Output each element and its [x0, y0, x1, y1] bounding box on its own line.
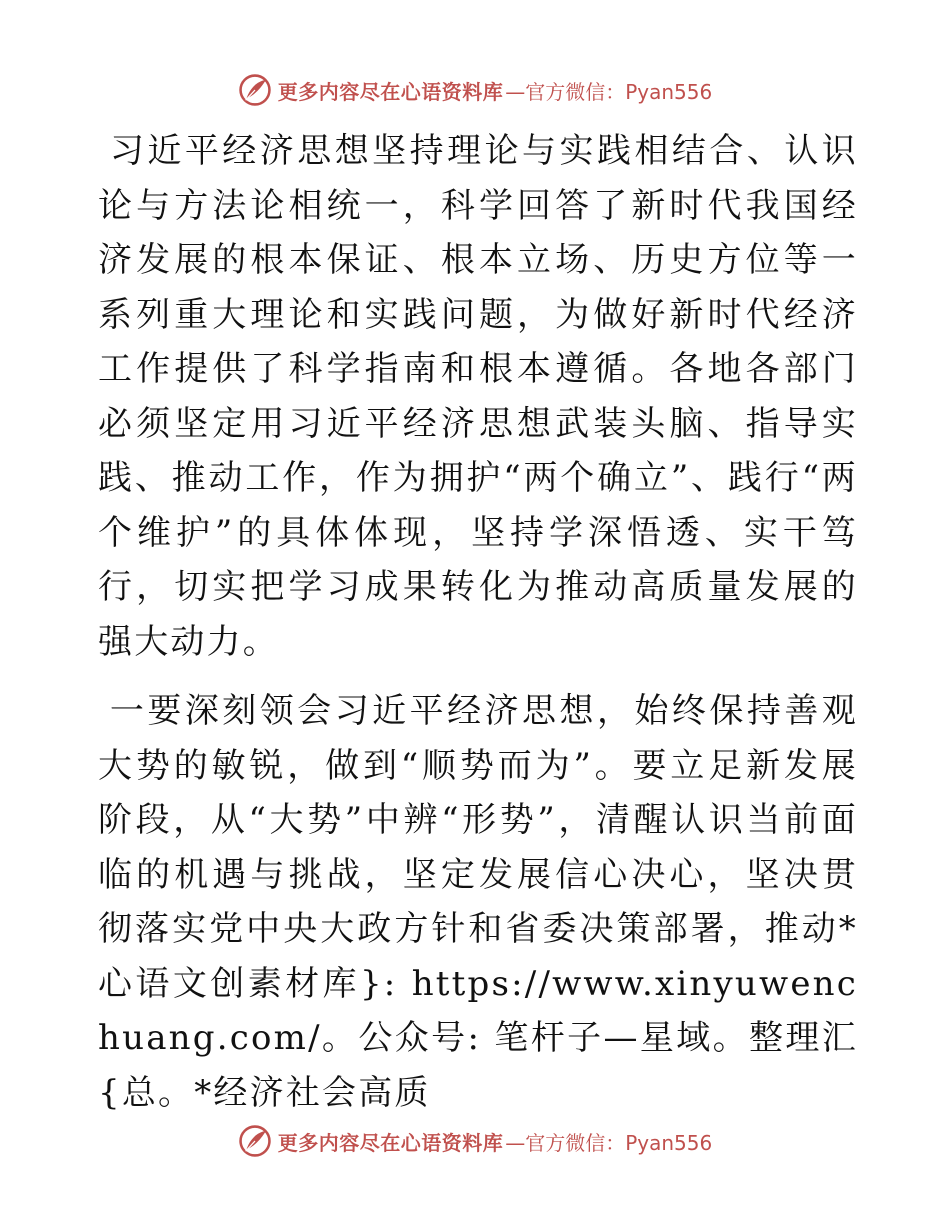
header-watermark — [0, 70, 950, 110]
document-body — [98, 124, 858, 1135]
feather-logo-icon — [238, 1124, 272, 1158]
paragraph-2: 一要深刻领会习近平经济思想，始终保持善观大势的敏锐，做到“顺势而为”。要立足新发展阶段，从“大势”中辨“形势”，清醒认识当前面临的机遇与挑战，坚定发展信心决心，坚决贯彻落实党中央大政方针和省委决策部署，推动*心语文创素材库}: https://www.xinyuwenchuang.com/。公众号: 笔杆子—星域。整理汇{总。*经济社会高质 — [98, 691, 858, 1113]
feather-logo-icon — [238, 73, 272, 107]
paragraph-1: 习近平经济思想坚持理论与实践相结合、认识论与方法论相统一，科学回答了新时代我国经济发展的根本保证、根本立场、历史方位等一系列重大理论和实践问题，为做好新时代经济工作提供了科学指南和根本遵循。各地各部门必须坚定用习近平经济思想武装头脑、指导实践、推动工作，作为拥护“两个确立”、践行“两个维护”的具体体现，坚持学深悟透、实干笃行，切实把学习成果转化为推动高质量发展的强大动力。 — [98, 131, 858, 662]
watermark-text: 更多内容尽在心语资料库 — [277, 1130, 504, 1155]
footer-watermark — [0, 1121, 950, 1161]
watermark-contact: —官方微信：Pyan556 — [505, 1130, 713, 1155]
watermark-text: 更多内容尽在心语资料库 — [277, 79, 504, 104]
watermark-contact: —官方微信：Pyan556 — [505, 79, 713, 104]
